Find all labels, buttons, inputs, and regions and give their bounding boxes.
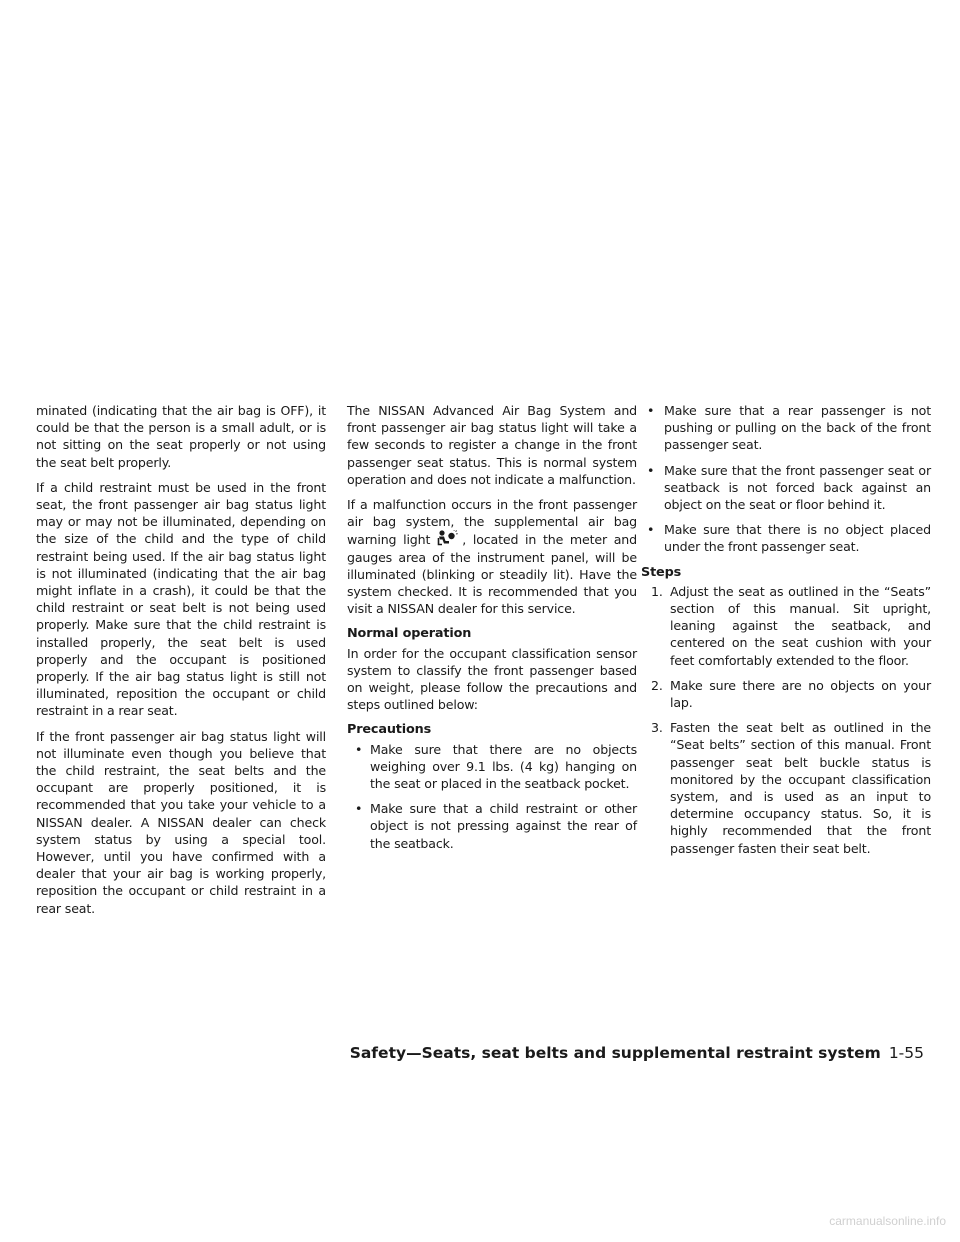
paragraph: The NISSAN Advanced Air Bag System and front passenger air bag status light will take a few seconds to register a change in the front passenger seat status. This is normal system operation and does not indicate a malfunction. [347,403,637,487]
precautions-list-continued [641,402,931,556]
list-item-text: Make sure that a child restraint or other object is not pressing against the rear of the seatback. [370,801,637,851]
list-item [347,800,637,852]
list-item [347,741,637,793]
bullet: • [355,741,363,757]
bullet: • [647,403,655,418]
steps-list [641,583,931,857]
paragraph [347,496,637,617]
step-item [641,719,931,857]
page-number: 1-55 [888,1044,924,1062]
precautions-list [347,741,637,852]
heading-steps: Steps [641,564,682,580]
heading-precautions: Precautions [347,722,432,738]
list-item-text: Make sure that there are no objects weighing over 9.1 lbs. (4 kg) hanging on the seat or placed in the seatback pocket. [370,741,637,792]
left-column [36,402,326,925]
step-text: Adjust the seat as outlined in the “Seats” section of this manual. Sit upright, leaning against the seatback, and centered on the seat cushion with your feet comfortably extended to the floor. [670,583,931,668]
watermark: carmanualsonline.info [829,1214,946,1228]
middle-column [347,402,637,860]
list-item-text: Make sure that the front passenger seat or seatback is not forced back against an object on the seat or floor behind it. [664,462,931,513]
list-item [641,402,931,454]
paragraph: If the front passenger air bag status light will not illuminate even though you believe that the child restraint, the seat belts and the occupant are properly positioned, it is recommended that you take your vehicle to a NISSAN dealer. A NISSAN dealer can check system status by using a special tool. However, until you have confirmed with a dealer that your air bag is working properly, reposition the occupant or child restraint in a rear seat. [36,728,326,916]
section-title: Safety—Seats, seat belts and supplemental restraint system [349,1044,881,1062]
bullet: • [647,522,655,538]
list-item [641,462,931,514]
bullet: • [355,801,363,817]
paragraph: In order for the occupant classification sensor system to classify the front passenger based on weight, please follow the precautions and steps outlined below: [347,645,637,713]
paragraph: If a child restraint must be used in the front seat, the front passenger air bag status light may or may not be illuminated, depending on the size of the child and the type of child restraint being used. If the air bag status light is not illuminated (indicating that the air bag might inflate in a crash), it could be that the child restraint or seat belt is not being used properly. Make sure that the child restraint is installed properly, the seat belt is used properly and the occupant is positioned properly. If the air bag status light is still not illuminated, reposition the occupant or child restraint in a rear seat. [36,479,326,719]
step-number: 2. [651,677,663,693]
paragraph-text: If a malfunction occurs in the front passenger air bag system, the supplemental air bag warning light [347,497,637,548]
list-item-text: Make sure that there is no object placed under the front passenger seat. [664,522,931,555]
page-footer [350,1044,924,1062]
list-item [641,521,931,555]
paragraph: minated (indicating that the air bag is OFF), it could be that the person is a small adult, or is not sitting on the seat properly or not using the seat belt properly. [36,403,326,470]
step-item [641,583,931,669]
airbag-warning-icon [436,530,458,546]
heading-normal-operation: Normal operation [347,626,472,642]
step-number: 1. [651,583,663,599]
step-item [641,677,931,711]
step-text: Fasten the seat belt as outlined in the “Seat belts” section of this manual. Front passenger seat belt buckle status is monitored by the occupant classification system, and is used as an input to determine occupancy status. So, it is highly recommended that the front passenger fasten their seat belt. [670,720,931,856]
right-column [641,402,931,865]
list-item-text: Make sure that a rear passenger is not pushing or pulling on the back of the front passenger seat. [664,403,931,453]
paragraph-text: , located in the meter and gauges area of the instrument panel, will be illuminated (blinking or steadily lit). Have the system checked. It is recommended that you visit a NISSAN dealer for this service. [347,532,637,617]
bullet: • [647,462,655,478]
step-text: Make sure there are no objects on your lap. [670,677,931,711]
step-number: 3. [651,720,663,736]
